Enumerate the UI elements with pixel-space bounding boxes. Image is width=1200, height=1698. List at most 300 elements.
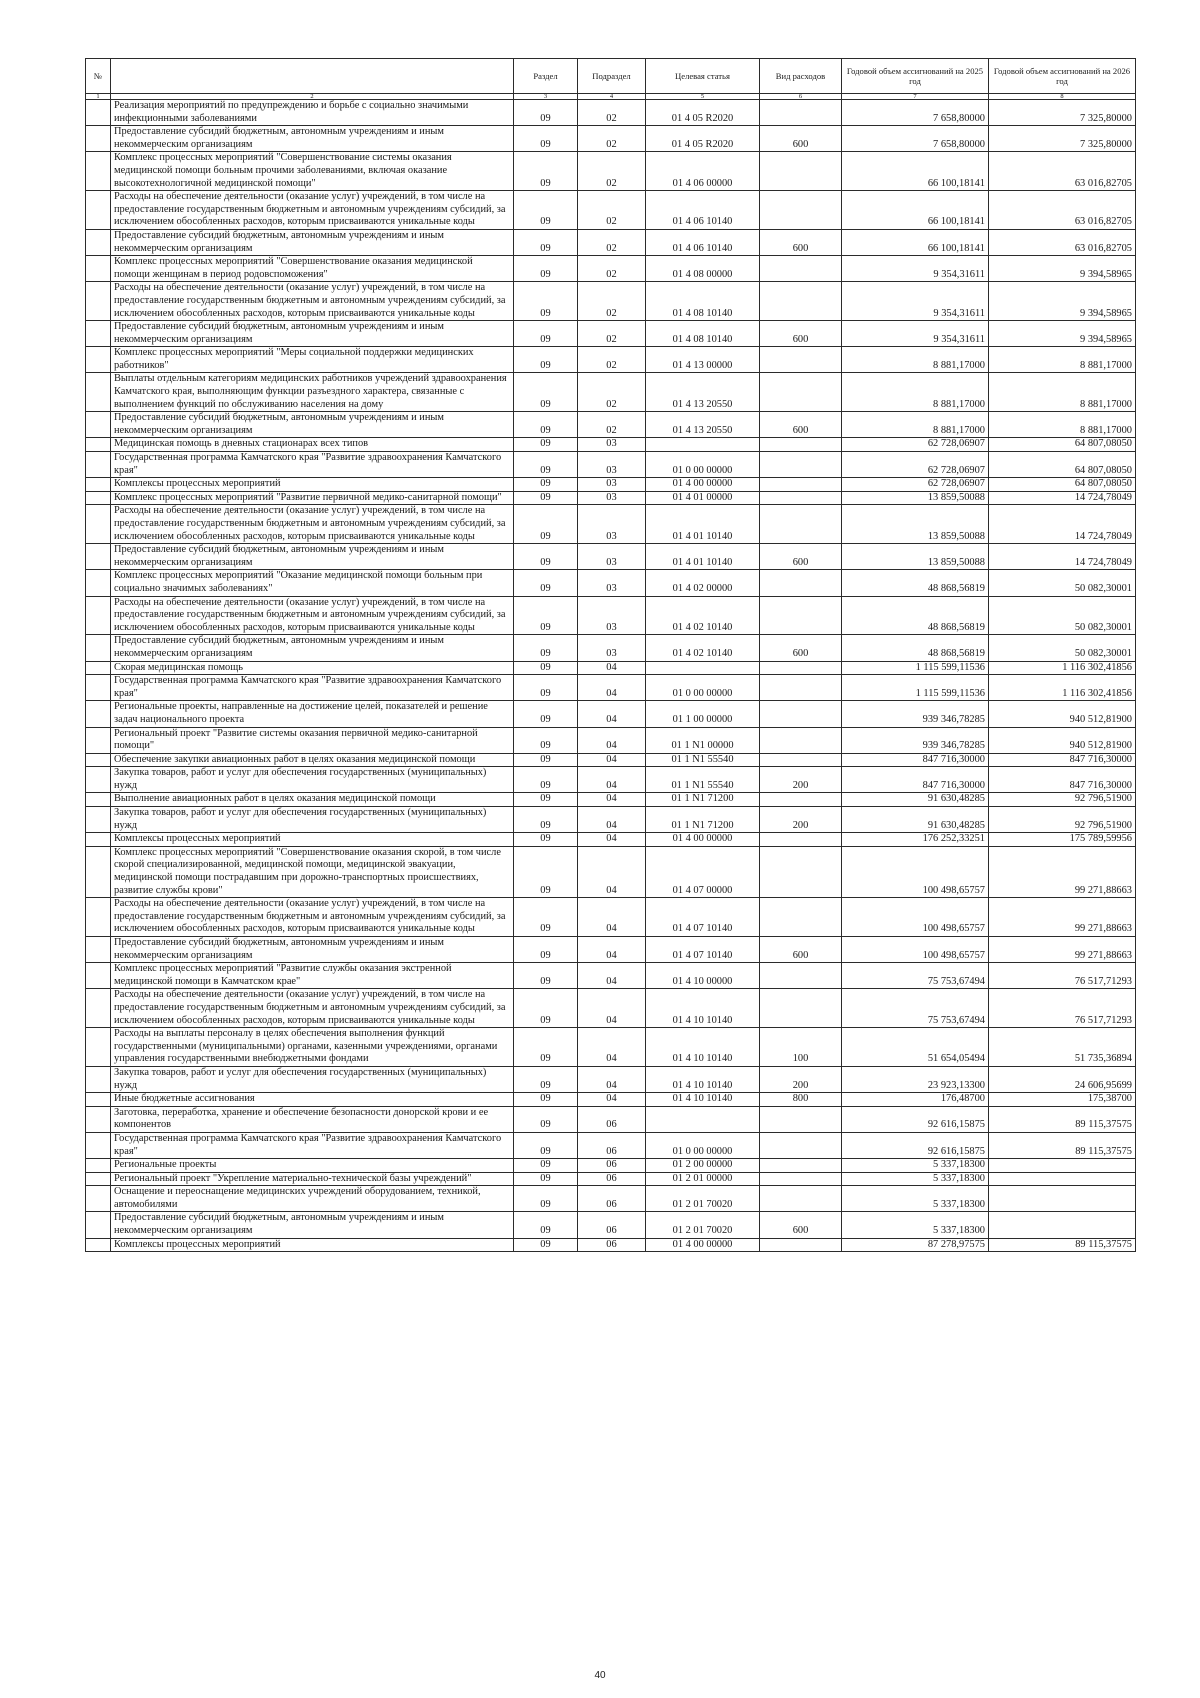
- allocation-2026-cell: 8 881,17000: [989, 373, 1136, 412]
- allocation-2026-cell: 92 796,51900: [989, 807, 1136, 833]
- allocation-2025-cell: 13 859,50088: [842, 544, 989, 570]
- allocation-2026-cell: 99 271,88663: [989, 846, 1136, 897]
- expense-type-cell: [760, 989, 842, 1028]
- expense-name-cell: Комплекс процессных мероприятий "Совершенствование оказания скорой, в том числе скорой специализированной, медицинской помощи, медицинской эвакуации, медицинской помощи пострадавшим при дорожно-транспортных происшествиях, развитие службы крови": [111, 846, 514, 897]
- table-header: [86, 59, 1136, 100]
- allocation-2025-cell: 8 881,17000: [842, 347, 989, 373]
- expense-name-cell: Региональные проекты, направленные на достижение целей, показателей и решение задач национального проекта: [111, 701, 514, 727]
- target-article-cell: 01 2 00 00000: [646, 1159, 760, 1173]
- expense-type-cell: 200: [760, 807, 842, 833]
- table-row: [86, 347, 1136, 373]
- expense-type-cell: [760, 1172, 842, 1186]
- razdel-cell: 09: [514, 373, 578, 412]
- allocation-2025-cell: 1 115 599,11536: [842, 675, 989, 701]
- target-article-cell: 01 4 02 10140: [646, 635, 760, 661]
- razdel-cell: 09: [514, 491, 578, 505]
- row-number-cell: [86, 412, 111, 438]
- podrazdel-cell: 04: [578, 989, 646, 1028]
- row-number-cell: [86, 807, 111, 833]
- razdel-cell: 09: [514, 100, 578, 126]
- allocation-2025-cell: 7 658,80000: [842, 126, 989, 152]
- row-number-cell: [86, 1132, 111, 1158]
- table-row: [86, 596, 1136, 635]
- allocation-2025-cell: 13 859,50088: [842, 491, 989, 505]
- target-article-cell: 01 4 07 10140: [646, 898, 760, 937]
- target-article-cell: 01 4 10 10140: [646, 1066, 760, 1092]
- allocation-2026-cell: [989, 1212, 1136, 1238]
- expense-name-cell: Расходы на обеспечение деятельности (оказание услуг) учреждений, в том числе на предоставление государственным бюджетным и автономным учреждениям субсидий, за исключением обособленных расходов, которым присваиваются уникальные коды: [111, 898, 514, 937]
- podrazdel-cell: 06: [578, 1212, 646, 1238]
- table-row: [86, 1066, 1136, 1092]
- header-row: [86, 59, 1136, 94]
- row-number-cell: [86, 635, 111, 661]
- target-article-cell: 01 2 01 00000: [646, 1172, 760, 1186]
- razdel-cell: 09: [514, 833, 578, 847]
- row-number-cell: [86, 229, 111, 255]
- razdel-cell: 09: [514, 321, 578, 347]
- expense-name-cell: Комплекс процессных мероприятий "Совершенствование оказания медицинской помощи женщинам в период родовспоможения": [111, 256, 514, 282]
- allocation-2026-cell: 940 512,81900: [989, 701, 1136, 727]
- allocation-2026-cell: 89 115,37575: [989, 1238, 1136, 1252]
- table-row: [86, 793, 1136, 807]
- row-number-cell: [86, 452, 111, 478]
- row-number-cell: [86, 767, 111, 793]
- allocation-2026-cell: 76 517,71293: [989, 989, 1136, 1028]
- razdel-cell: 09: [514, 596, 578, 635]
- podrazdel-cell: 02: [578, 256, 646, 282]
- razdel-cell: 09: [514, 570, 578, 596]
- table-row: [86, 1028, 1136, 1067]
- allocation-2026-cell: 7 325,80000: [989, 100, 1136, 126]
- table-row: [86, 191, 1136, 230]
- column-number: 3: [514, 94, 578, 100]
- allocation-2025-cell: 66 100,18141: [842, 152, 989, 191]
- table-row: [86, 282, 1136, 321]
- razdel-cell: 09: [514, 937, 578, 963]
- row-number-cell: [86, 661, 111, 675]
- target-article-cell: 01 1 N1 00000: [646, 727, 760, 753]
- row-number-cell: [86, 152, 111, 191]
- expense-type-cell: [760, 727, 842, 753]
- target-article-cell: 01 4 06 00000: [646, 152, 760, 191]
- row-number-cell: [86, 191, 111, 230]
- expense-name-cell: Государственная программа Камчатского края "Развитие здравоохранения Камчатского края": [111, 452, 514, 478]
- expense-name-cell: Комплексы процессных мероприятий: [111, 478, 514, 492]
- row-number-cell: [86, 570, 111, 596]
- row-number-cell: [86, 1028, 111, 1067]
- allocation-2025-cell: 87 278,97575: [842, 1238, 989, 1252]
- allocation-2025-cell: 91 630,48285: [842, 807, 989, 833]
- razdel-cell: 09: [514, 438, 578, 452]
- allocation-2026-cell: 99 271,88663: [989, 937, 1136, 963]
- podrazdel-cell: 02: [578, 100, 646, 126]
- row-number-cell: [86, 963, 111, 989]
- allocation-2026-cell: 64 807,08050: [989, 452, 1136, 478]
- expense-name-cell: Закупка товаров, работ и услуг для обеспечения государственных (муниципальных) нужд: [111, 807, 514, 833]
- razdel-cell: 09: [514, 1106, 578, 1132]
- podrazdel-cell: 04: [578, 937, 646, 963]
- expense-type-cell: [760, 1186, 842, 1212]
- razdel-cell: 09: [514, 701, 578, 727]
- target-article-cell: 01 4 06 10140: [646, 229, 760, 255]
- allocation-2026-cell: 1 116 302,41856: [989, 675, 1136, 701]
- allocation-2026-cell: 50 082,30001: [989, 570, 1136, 596]
- row-number-cell: [86, 1212, 111, 1238]
- expense-name-cell: Закупка товаров, работ и услуг для обеспечения государственных (муниципальных) нужд: [111, 767, 514, 793]
- allocation-2025-cell: 8 881,17000: [842, 373, 989, 412]
- row-number-cell: [86, 1172, 111, 1186]
- allocation-2025-cell: 66 100,18141: [842, 191, 989, 230]
- expense-name-cell: Реализация мероприятий по предупреждению и борьбе с социально значимыми инфекционными заболеваниями: [111, 100, 514, 126]
- podrazdel-cell: 02: [578, 191, 646, 230]
- expense-type-cell: 600: [760, 412, 842, 438]
- podrazdel-cell: 06: [578, 1159, 646, 1173]
- table-row: [86, 570, 1136, 596]
- podrazdel-cell: 03: [578, 570, 646, 596]
- allocation-2026-cell: 64 807,08050: [989, 478, 1136, 492]
- razdel-cell: 09: [514, 1212, 578, 1238]
- podrazdel-cell: 04: [578, 753, 646, 767]
- expense-name-cell: Предоставление субсидий бюджетным, автономным учреждениям и иным некоммерческим организациям: [111, 229, 514, 255]
- podrazdel-cell: 03: [578, 544, 646, 570]
- target-article-cell: 01 4 10 10140: [646, 1093, 760, 1107]
- header-allocation-2025: Годовой объем ассигнований на 2025 год: [842, 59, 989, 94]
- target-article-cell: [646, 438, 760, 452]
- razdel-cell: 09: [514, 989, 578, 1028]
- allocation-2026-cell: 76 517,71293: [989, 963, 1136, 989]
- razdel-cell: 09: [514, 347, 578, 373]
- podrazdel-cell: 03: [578, 478, 646, 492]
- target-article-cell: 01 4 01 00000: [646, 491, 760, 505]
- column-number: 1: [86, 94, 111, 100]
- expense-type-cell: [760, 491, 842, 505]
- podrazdel-cell: 04: [578, 833, 646, 847]
- target-article-cell: 01 1 N1 55540: [646, 753, 760, 767]
- target-article-cell: 01 4 05 R2020: [646, 126, 760, 152]
- table-row: [86, 229, 1136, 255]
- expense-type-cell: 600: [760, 321, 842, 347]
- target-article-cell: 01 4 08 00000: [646, 256, 760, 282]
- expense-type-cell: 200: [760, 767, 842, 793]
- header-target-article: Целевая статья: [646, 59, 760, 94]
- row-number-cell: [86, 1066, 111, 1092]
- row-number-cell: [86, 491, 111, 505]
- target-article-cell: 01 4 01 10140: [646, 505, 760, 544]
- expense-type-cell: [760, 452, 842, 478]
- podrazdel-cell: 04: [578, 793, 646, 807]
- expense-type-cell: 600: [760, 635, 842, 661]
- allocation-2026-cell: 64 807,08050: [989, 438, 1136, 452]
- expense-name-cell: Предоставление субсидий бюджетным, автономным учреждениям и иным некоммерческим организациям: [111, 126, 514, 152]
- allocation-2026-cell: 8 881,17000: [989, 412, 1136, 438]
- column-number: 6: [760, 94, 842, 100]
- allocation-2025-cell: 100 498,65757: [842, 846, 989, 897]
- razdel-cell: 09: [514, 191, 578, 230]
- header-allocation-2026: Годовой объем ассигнований на 2026 год: [989, 59, 1136, 94]
- razdel-cell: 09: [514, 1132, 578, 1158]
- expense-type-cell: [760, 152, 842, 191]
- target-article-cell: 01 4 08 10140: [646, 282, 760, 321]
- column-number: 4: [578, 94, 646, 100]
- podrazdel-cell: 03: [578, 505, 646, 544]
- table-row: [86, 544, 1136, 570]
- razdel-cell: 09: [514, 846, 578, 897]
- allocation-2025-cell: 92 616,15875: [842, 1132, 989, 1158]
- table-row: [86, 478, 1136, 492]
- expense-type-cell: [760, 1106, 842, 1132]
- table-row: [86, 989, 1136, 1028]
- row-number-cell: [86, 347, 111, 373]
- razdel-cell: 09: [514, 229, 578, 255]
- page-number: 40: [594, 1670, 606, 1681]
- expense-name-cell: Расходы на обеспечение деятельности (оказание услуг) учреждений, в том числе на предоставление государственным бюджетным и автономным учреждениям субсидий, за исключением обособленных расходов, которым присваиваются уникальные коды: [111, 191, 514, 230]
- target-article-cell: 01 2 01 70020: [646, 1212, 760, 1238]
- target-article-cell: 01 0 00 00000: [646, 675, 760, 701]
- razdel-cell: 09: [514, 126, 578, 152]
- allocation-2026-cell: 940 512,81900: [989, 727, 1136, 753]
- table-row: [86, 126, 1136, 152]
- allocation-2026-cell: [989, 1172, 1136, 1186]
- allocation-2026-cell: [989, 1186, 1136, 1212]
- podrazdel-cell: 02: [578, 152, 646, 191]
- table-row: [86, 675, 1136, 701]
- row-number-cell: [86, 989, 111, 1028]
- allocation-2025-cell: 5 337,18300: [842, 1186, 989, 1212]
- expense-name-cell: Иные бюджетные ассигнования: [111, 1093, 514, 1107]
- expense-name-cell: Государственная программа Камчатского края "Развитие здравоохранения Камчатского края": [111, 675, 514, 701]
- budget-allocations-table: [85, 58, 1136, 1252]
- allocation-2025-cell: 5 337,18300: [842, 1159, 989, 1173]
- expense-type-cell: [760, 347, 842, 373]
- expense-name-cell: Комплексы процессных мероприятий: [111, 1238, 514, 1252]
- podrazdel-cell: 03: [578, 438, 646, 452]
- row-number-cell: [86, 833, 111, 847]
- allocation-2025-cell: 1 115 599,11536: [842, 661, 989, 675]
- table-row: [86, 937, 1136, 963]
- expense-name-cell: Медицинская помощь в дневных стационарах всех типов: [111, 438, 514, 452]
- allocation-2025-cell: 48 868,56819: [842, 570, 989, 596]
- expense-name-cell: Комплекс процессных мероприятий "Развитие первичной медико-санитарной помощи": [111, 491, 514, 505]
- razdel-cell: 09: [514, 675, 578, 701]
- allocation-2025-cell: 62 728,06907: [842, 478, 989, 492]
- target-article-cell: 01 4 07 10140: [646, 937, 760, 963]
- podrazdel-cell: 06: [578, 1238, 646, 1252]
- razdel-cell: 09: [514, 1172, 578, 1186]
- row-number-cell: [86, 1106, 111, 1132]
- table-row: [86, 1238, 1136, 1252]
- allocation-2026-cell: [989, 1159, 1136, 1173]
- allocation-2026-cell: 9 394,58965: [989, 282, 1136, 321]
- allocation-2025-cell: 75 753,67494: [842, 989, 989, 1028]
- expense-type-cell: [760, 793, 842, 807]
- allocation-2025-cell: 66 100,18141: [842, 229, 989, 255]
- podrazdel-cell: 02: [578, 229, 646, 255]
- podrazdel-cell: 04: [578, 675, 646, 701]
- table-row: [86, 635, 1136, 661]
- expense-type-cell: 600: [760, 126, 842, 152]
- target-article-cell: 01 4 08 10140: [646, 321, 760, 347]
- table-row: [86, 505, 1136, 544]
- row-number-cell: [86, 753, 111, 767]
- table-row: [86, 661, 1136, 675]
- target-article-cell: [646, 1106, 760, 1132]
- expense-type-cell: [760, 191, 842, 230]
- expense-name-cell: Комплекс процессных мероприятий "Совершенствование системы оказания медицинской помощи больным прочими заболеваниями, включая оказание высокотехнологичной медицинской помощи": [111, 152, 514, 191]
- table-body: [86, 100, 1136, 1252]
- target-article-cell: [646, 661, 760, 675]
- razdel-cell: 09: [514, 1159, 578, 1173]
- table-row: [86, 846, 1136, 897]
- header-name: [111, 59, 514, 94]
- column-number: 5: [646, 94, 760, 100]
- row-number-cell: [86, 793, 111, 807]
- table-row: [86, 1186, 1136, 1212]
- razdel-cell: 09: [514, 256, 578, 282]
- expense-type-cell: [760, 833, 842, 847]
- expense-name-cell: Закупка товаров, работ и услуг для обеспечения государственных (муниципальных) нужд: [111, 1066, 514, 1092]
- allocation-2025-cell: 939 346,78285: [842, 701, 989, 727]
- podrazdel-cell: 04: [578, 963, 646, 989]
- expense-type-cell: [760, 963, 842, 989]
- row-number-cell: [86, 675, 111, 701]
- table-row: [86, 1106, 1136, 1132]
- allocation-2026-cell: 63 016,82705: [989, 152, 1136, 191]
- target-article-cell: 01 4 01 10140: [646, 544, 760, 570]
- table-row: [86, 753, 1136, 767]
- podrazdel-cell: 06: [578, 1132, 646, 1158]
- expense-name-cell: Расходы на обеспечение деятельности (оказание услуг) учреждений, в том числе на предоставление государственным бюджетным и автономным учреждениям субсидий, за исключением обособленных расходов, которым присваиваются уникальные коды: [111, 989, 514, 1028]
- row-number-cell: [86, 256, 111, 282]
- expense-name-cell: Предоставление субсидий бюджетным, автономным учреждениям и иным некоммерческим организациям: [111, 1212, 514, 1238]
- target-article-cell: 01 4 00 00000: [646, 1238, 760, 1252]
- allocation-2026-cell: 50 082,30001: [989, 596, 1136, 635]
- podrazdel-cell: 04: [578, 1066, 646, 1092]
- allocation-2026-cell: 24 606,95699: [989, 1066, 1136, 1092]
- allocation-2025-cell: 62 728,06907: [842, 438, 989, 452]
- razdel-cell: 09: [514, 152, 578, 191]
- allocation-2026-cell: 14 724,78049: [989, 491, 1136, 505]
- allocation-2025-cell: 9 354,31611: [842, 256, 989, 282]
- table-row: [86, 767, 1136, 793]
- expense-type-cell: [760, 701, 842, 727]
- razdel-cell: 09: [514, 282, 578, 321]
- row-number-cell: [86, 727, 111, 753]
- expense-name-cell: Предоставление субсидий бюджетным, автономным учреждениям и иным некоммерческим организациям: [111, 544, 514, 570]
- table-row: [86, 438, 1136, 452]
- podrazdel-cell: 03: [578, 491, 646, 505]
- row-number-cell: [86, 1093, 111, 1107]
- table-row: [86, 807, 1136, 833]
- expense-type-cell: [760, 373, 842, 412]
- razdel-cell: 09: [514, 793, 578, 807]
- expense-name-cell: Обеспечение закупки авиационных работ в целях оказания медицинской помощи: [111, 753, 514, 767]
- row-number-cell: [86, 846, 111, 897]
- podrazdel-cell: 02: [578, 373, 646, 412]
- razdel-cell: 09: [514, 544, 578, 570]
- table-row: [86, 256, 1136, 282]
- expense-type-cell: 600: [760, 229, 842, 255]
- allocation-2026-cell: 847 716,30000: [989, 767, 1136, 793]
- column-number: 2: [111, 94, 514, 100]
- allocation-2025-cell: 48 868,56819: [842, 596, 989, 635]
- expense-type-cell: 100: [760, 1028, 842, 1067]
- expense-type-cell: [760, 898, 842, 937]
- row-number-cell: [86, 1238, 111, 1252]
- allocation-2025-cell: 5 337,18300: [842, 1212, 989, 1238]
- podrazdel-cell: 04: [578, 767, 646, 793]
- podrazdel-cell: 03: [578, 452, 646, 478]
- row-number-cell: [86, 438, 111, 452]
- header-podrazdel: Подраздел: [578, 59, 646, 94]
- target-article-cell: 01 0 00 00000: [646, 452, 760, 478]
- allocation-2026-cell: 63 016,82705: [989, 229, 1136, 255]
- table-row: [86, 491, 1136, 505]
- allocation-2025-cell: 62 728,06907: [842, 452, 989, 478]
- table-row: [86, 412, 1136, 438]
- row-number-cell: [86, 701, 111, 727]
- podrazdel-cell: 04: [578, 1028, 646, 1067]
- podrazdel-cell: 04: [578, 898, 646, 937]
- table-row: [86, 1212, 1136, 1238]
- expense-name-cell: Расходы на обеспечение деятельности (оказание услуг) учреждений, в том числе на предоставление государственным бюджетным и автономным учреждениям субсидий, за исключением обособленных расходов, которым присваиваются уникальные коды: [111, 596, 514, 635]
- expense-type-cell: [760, 675, 842, 701]
- allocation-2025-cell: 23 923,13300: [842, 1066, 989, 1092]
- table-row: [86, 1159, 1136, 1173]
- allocation-2025-cell: 176,48700: [842, 1093, 989, 1107]
- razdel-cell: 09: [514, 963, 578, 989]
- table-row: [86, 701, 1136, 727]
- expense-name-cell: Региональные проекты: [111, 1159, 514, 1173]
- allocation-2026-cell: 14 724,78049: [989, 544, 1136, 570]
- allocation-2025-cell: 91 630,48285: [842, 793, 989, 807]
- allocation-2025-cell: 939 346,78285: [842, 727, 989, 753]
- expense-type-cell: 600: [760, 1212, 842, 1238]
- podrazdel-cell: 06: [578, 1172, 646, 1186]
- expense-type-cell: [760, 753, 842, 767]
- target-article-cell: 01 4 02 00000: [646, 570, 760, 596]
- expense-name-cell: Комплекс процессных мероприятий "Развитие службы оказания экстренной медицинской помощи в Камчатском крае": [111, 963, 514, 989]
- allocation-2025-cell: 92 616,15875: [842, 1106, 989, 1132]
- expense-type-cell: 600: [760, 544, 842, 570]
- podrazdel-cell: 04: [578, 727, 646, 753]
- expense-name-cell: Предоставление субсидий бюджетным, автономным учреждениям и иным некоммерческим организациям: [111, 937, 514, 963]
- razdel-cell: 09: [514, 898, 578, 937]
- podrazdel-cell: 02: [578, 347, 646, 373]
- podrazdel-cell: 03: [578, 635, 646, 661]
- expense-name-cell: Заготовка, переработка, хранение и обеспечение безопасности донорской крови и ее компонентов: [111, 1106, 514, 1132]
- expense-name-cell: Государственная программа Камчатского края "Развитие здравоохранения Камчатского края": [111, 1132, 514, 1158]
- allocation-2026-cell: 7 325,80000: [989, 126, 1136, 152]
- target-article-cell: 01 4 10 10140: [646, 989, 760, 1028]
- podrazdel-cell: 02: [578, 412, 646, 438]
- razdel-cell: 09: [514, 1238, 578, 1252]
- allocation-2026-cell: 175 789,59956: [989, 833, 1136, 847]
- allocation-2025-cell: 847 716,30000: [842, 767, 989, 793]
- razdel-cell: 09: [514, 412, 578, 438]
- row-number-cell: [86, 898, 111, 937]
- allocation-2026-cell: 51 735,36894: [989, 1028, 1136, 1067]
- podrazdel-cell: 06: [578, 1106, 646, 1132]
- razdel-cell: 09: [514, 1028, 578, 1067]
- expense-type-cell: [760, 846, 842, 897]
- row-number-cell: [86, 478, 111, 492]
- allocation-2025-cell: 100 498,65757: [842, 937, 989, 963]
- allocation-2025-cell: 9 354,31611: [842, 282, 989, 321]
- podrazdel-cell: 04: [578, 701, 646, 727]
- razdel-cell: 09: [514, 635, 578, 661]
- podrazdel-cell: 04: [578, 846, 646, 897]
- table-row: [86, 727, 1136, 753]
